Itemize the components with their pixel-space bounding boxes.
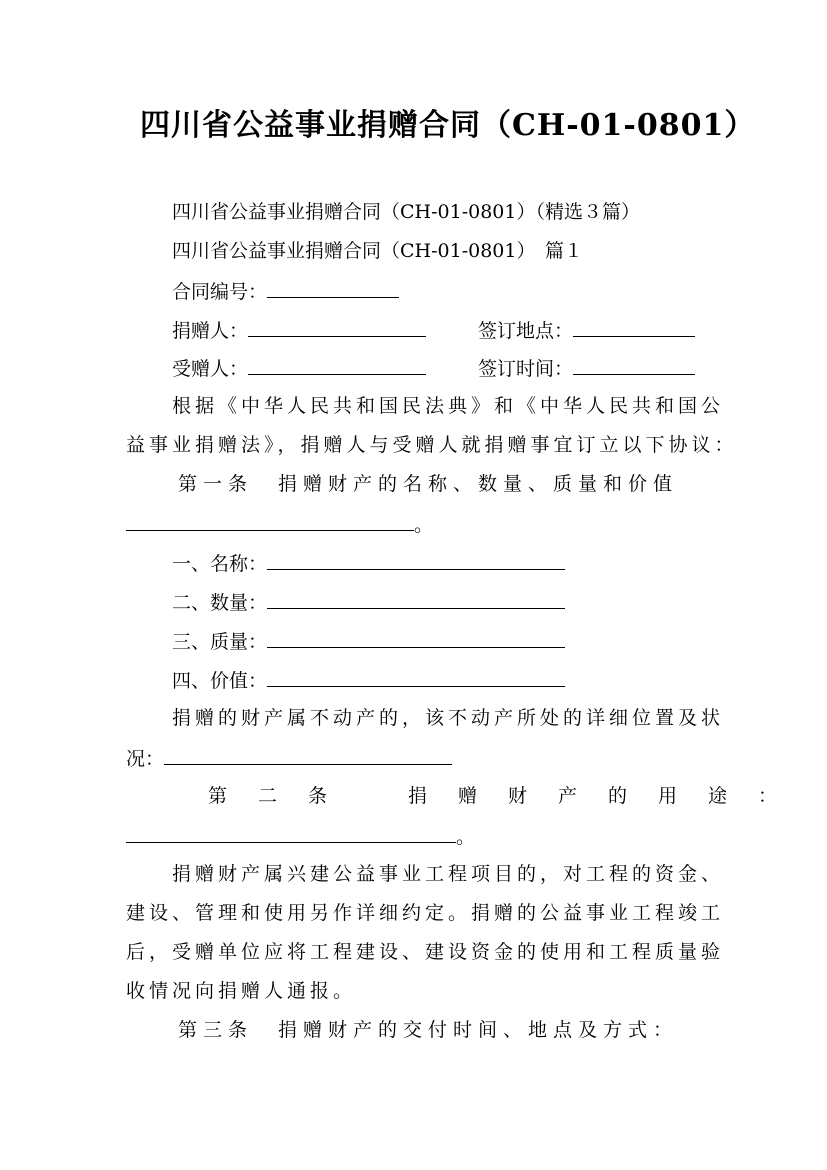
basis-line-1: 根据《中华人民共和国民法典》和《中华人民共和国公 xyxy=(172,395,725,417)
sign-place-row xyxy=(478,316,695,344)
donee-row xyxy=(172,354,426,382)
realty-label: 况： xyxy=(126,748,165,770)
sign-time-label: 签订时间： xyxy=(478,358,574,380)
sign-time-blank xyxy=(573,354,695,375)
article-3-heading: 第三条 捐赠财产的交付时间、地点及方式： xyxy=(178,1019,679,1041)
donor-label: 捐赠人： xyxy=(172,320,249,342)
name-label: 一、名称： xyxy=(172,553,268,575)
quality-row xyxy=(172,627,565,655)
realty-line-2 xyxy=(126,744,452,772)
contract-number-blank xyxy=(267,277,399,298)
quality-label: 三、质量： xyxy=(172,631,268,653)
project-line-4: 收情况向捐赠人通报。 xyxy=(126,980,357,1002)
article-2-blank-row xyxy=(126,822,475,850)
document-title: 四川省公益事业捐赠合同（CH-01-0801） xyxy=(140,108,756,143)
value-label: 四、价值： xyxy=(172,670,268,692)
article-1-blank xyxy=(126,510,414,531)
name-row xyxy=(172,549,565,577)
donor-row xyxy=(172,316,426,344)
subtitle-selection: 四川省公益事业捐赠合同（CH-01-0801）（精选３篇） xyxy=(172,201,640,223)
donee-blank xyxy=(248,354,426,375)
quantity-label: 二、数量： xyxy=(172,592,268,614)
sign-place-label: 签订地点： xyxy=(478,320,574,342)
basis-line-2: 益事业捐赠法》，捐赠人与受赠人就捐赠事宜订立以下协议： xyxy=(126,434,738,456)
article-1-blank-row xyxy=(126,510,433,538)
value-row xyxy=(172,666,565,694)
value-blank xyxy=(267,666,565,687)
quantity-blank xyxy=(267,588,565,609)
sign-time-row xyxy=(478,354,695,382)
contract-number-label: 合同编号： xyxy=(172,281,268,303)
project-line-3: 后，受赠单位应将工程建设、建设资金的使用和工程质量验 xyxy=(126,941,725,963)
donee-label: 受赠人： xyxy=(172,358,249,380)
contract-number-row xyxy=(172,277,399,305)
article-2-heading: 第 二 条 捐 赠 财 产 的 用 途 ： xyxy=(208,785,784,807)
period: 。 xyxy=(414,514,434,536)
donor-blank xyxy=(248,316,426,337)
project-line-1: 捐赠财产属兴建公益事业工程项目的，对工程的资金、 xyxy=(172,863,725,885)
period-2: 。 xyxy=(456,826,476,848)
realty-blank xyxy=(164,744,452,765)
section-heading-part1: 四川省公益事业捐赠合同（CH-01-0801） 篇１ xyxy=(172,240,583,262)
project-line-2: 建设、管理和使用另作详细约定。捐赠的公益事业工程竣工 xyxy=(126,902,725,924)
article-2-blank xyxy=(126,822,456,843)
realty-line-1: 捐赠的财产属不动产的，该不动产所处的详细位置及状 xyxy=(172,707,725,729)
quantity-row xyxy=(172,588,565,616)
quality-blank xyxy=(267,627,565,648)
name-blank xyxy=(267,549,565,570)
article-1-heading: 第一条 捐赠财产的名称、数量、质量和价值 xyxy=(178,473,679,495)
sign-place-blank xyxy=(573,316,695,337)
